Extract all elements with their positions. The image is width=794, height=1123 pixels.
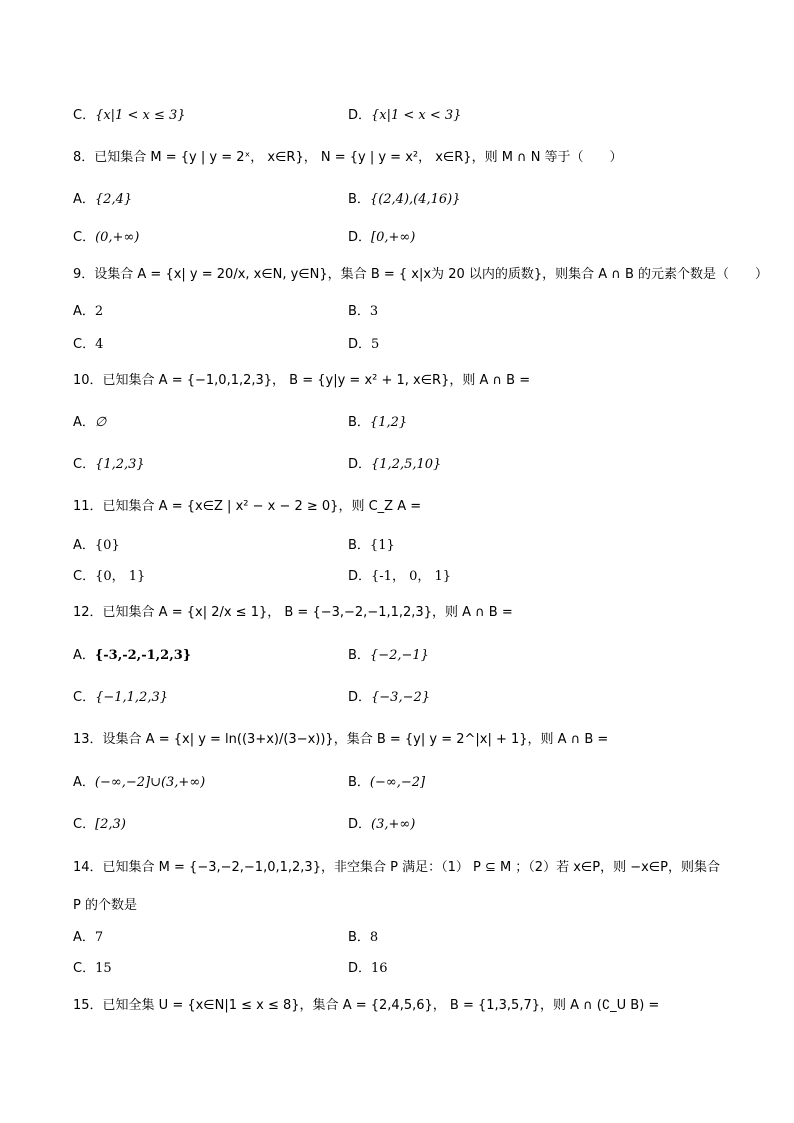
q14-option-b: B．8 <box>348 930 379 945</box>
q8-option-a: A．{2,4} <box>73 192 133 207</box>
q7-option-d: D．{x|1 < x < 3} <box>348 108 462 123</box>
q11-option-c: C．{0， 1} <box>73 569 146 584</box>
q10-options-row-2 <box>0 453 794 477</box>
q10-option-c: C．{1,2,3} <box>73 457 145 472</box>
q11-options-row-1 <box>0 534 794 558</box>
q11-option-b: B．{1} <box>348 538 395 553</box>
q11-option-d: D．{-1， 0， 1} <box>348 569 452 584</box>
q9-option-c: C．4 <box>73 337 104 352</box>
q14-options-row-2 <box>0 957 794 981</box>
q9-stem: 9．设集合 A = {x| y = 20/x, x∈N, y∈N}，集合 B = { x|x为 20 以内的质数}，则集合 A ∩ B 的元素个数是（ ） <box>73 267 768 282</box>
q11-stem: 11．已知集合 A = {x∈Z | x² − x − 2 ≥ 0}，则 C_Z A = <box>73 499 422 514</box>
q10-option-d: D．{1,2,5,10} <box>348 457 442 472</box>
q14-stem-row <box>0 856 794 880</box>
q13-option-d: D．(3,+∞) <box>348 817 416 832</box>
q14-stem-row-2 <box>0 894 794 918</box>
q10-options-row-1 <box>0 411 794 435</box>
q13-option-a: A．(−∞,−2]∪(3,+∞) <box>73 775 206 790</box>
q7-options-row <box>0 104 794 128</box>
q9-option-a: A．2 <box>73 304 104 319</box>
q12-stem: 12．已知集合 A = {x| 2/x ≤ 1}， B = {−3,−2,−1,1,2,3}，则 A ∩ B = <box>73 605 513 620</box>
q10-stem-row <box>0 369 794 393</box>
q15-stem: 15．已知全集 U = {x∈N|1 ≤ x ≤ 8}，集合 A = {2,4,5,6}， B = {1,3,5,7}，则 A ∩ (∁_U B) = <box>73 998 660 1013</box>
q12-option-a: A．{-3,-2,-1,2,3} <box>73 648 192 663</box>
q7-option-c: C．{x|1 < x ≤ 3} <box>73 108 186 123</box>
q12-options-row-2 <box>0 686 794 710</box>
q10-stem: 10．已知集合 A = {−1,0,1,2,3}， B = {y|y = x² + 1, x∈R}，则 A ∩ B = <box>73 373 531 388</box>
q12-option-b: B．{−2,−1} <box>348 648 429 663</box>
q9-stem-row <box>0 263 794 287</box>
q8-stem: 8．已知集合 M = {y | y = 2ˣ， x∈R}， N = {y | y = x²， x∈R}，则 M ∩ N 等于（ ） <box>73 150 623 165</box>
q12-options-row-1 <box>0 644 794 668</box>
q14-stem-continued: P 的个数是 <box>73 898 137 913</box>
q13-options-row-2 <box>0 813 794 837</box>
q13-stem: 13．设集合 A = {x| y = ln((3+x)/(3−x))}，集合 B = {y| y = 2^|x| + 1}，则 A ∩ B = <box>73 732 609 747</box>
q8-options-row-1 <box>0 188 794 212</box>
q12-option-c: C．{−1,1,2,3} <box>73 690 168 705</box>
q11-options-row-2 <box>0 565 794 589</box>
q13-option-b: B．(−∞,−2] <box>348 775 426 790</box>
q15-stem-row <box>0 994 794 1018</box>
q8-option-b: B．{(2,4),(4,16)} <box>348 192 461 207</box>
q13-option-c: C．[2,3) <box>73 817 126 832</box>
q11-option-a: A．{0} <box>73 538 120 553</box>
q14-option-a: A．7 <box>73 930 104 945</box>
q9-options-row-1 <box>0 300 794 324</box>
q14-stem: 14．已知集合 M = {−3,−2,−1,0,1,2,3}，非空集合 P 满足：（1） P ⊆ M ；（2）若 x∈P，则 −x∈P，则集合 <box>73 860 720 875</box>
q8-stem-row <box>0 146 794 170</box>
q13-options-row-1 <box>0 771 794 795</box>
q12-stem-row <box>0 601 794 625</box>
q9-option-b: B．3 <box>348 304 379 319</box>
q11-stem-row <box>0 495 794 519</box>
q10-option-a: A．∅ <box>73 415 107 430</box>
q8-option-c: C．(0,+∞) <box>73 230 140 245</box>
q14-option-d: D．16 <box>348 961 388 976</box>
q8-option-d: D．[0,+∞) <box>348 230 416 245</box>
q9-options-row-2 <box>0 333 794 357</box>
q10-option-b: B．{1,2} <box>348 415 408 430</box>
q12-option-d: D．{−3,−2} <box>348 690 431 705</box>
q14-option-c: C．15 <box>73 961 112 976</box>
q9-option-d: D．5 <box>348 337 380 352</box>
q14-options-row-1 <box>0 926 794 950</box>
q8-options-row-2 <box>0 226 794 250</box>
q13-stem-row <box>0 728 794 752</box>
